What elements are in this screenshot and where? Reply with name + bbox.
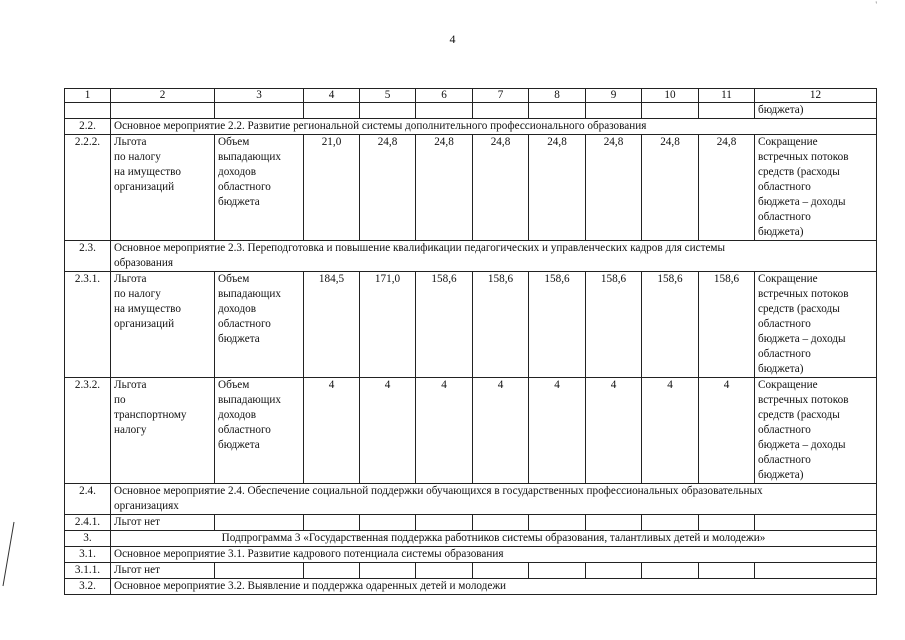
value-cell: 4 <box>642 378 699 484</box>
text-line: организациях <box>114 500 179 512</box>
column-number-row <box>65 89 877 103</box>
column-number: 11 <box>699 89 755 103</box>
text-line: Льгота <box>114 136 147 148</box>
row-number: 2.3. <box>65 241 111 272</box>
text-line: на имущество <box>114 303 181 315</box>
section-title <box>111 241 877 272</box>
value-cell: 158,6 <box>473 272 529 378</box>
carry-over-row <box>65 103 877 119</box>
table-row-2-2-2 <box>65 135 877 241</box>
column-number: 9 <box>586 89 642 103</box>
row-number: 3. <box>65 531 111 547</box>
text-line: Основное мероприятие 2.4. Обеспечение социальной поддержки обучающихся в государственных профессиональных образовательных <box>114 485 763 497</box>
section-row-2-2 <box>65 119 877 135</box>
value-cell: 24,8 <box>473 135 529 241</box>
value-cell: 24,8 <box>360 135 416 241</box>
text-line: областного <box>758 348 811 360</box>
section-title: Основное мероприятие 3.2. Выявление и поддержка одаренных детей и молодежи <box>111 579 877 595</box>
row-number: 2.2.2. <box>65 135 111 241</box>
text-line: на имущество <box>114 166 181 178</box>
benefit-name <box>111 135 215 241</box>
text-line: по налогу <box>114 288 161 300</box>
value-cell: 4 <box>473 378 529 484</box>
benefit-name <box>111 272 215 378</box>
text-line: встречных потоков <box>758 394 849 406</box>
text-line: Льгота <box>114 273 147 285</box>
section-row-2-4 <box>65 484 877 515</box>
column-number: 12 <box>755 89 877 103</box>
text-line: по <box>114 394 126 406</box>
value-cell: 21,0 <box>304 135 360 241</box>
text-line: средств (расходы <box>758 409 840 421</box>
text-line: встречных потоков <box>758 288 849 300</box>
no-benefits-text: Льгот нет <box>111 563 215 579</box>
column-number: 8 <box>529 89 586 103</box>
value-cell: 24,8 <box>586 135 642 241</box>
text-line: областного <box>218 318 271 330</box>
table-row-3-1-1 <box>65 563 877 579</box>
text-line: бюджета – доходы <box>758 439 846 451</box>
text-line: средств (расходы <box>758 166 840 178</box>
column-number: 6 <box>416 89 473 103</box>
column-number: 1 <box>65 89 111 103</box>
value-cell: 158,6 <box>699 272 755 378</box>
text-line: транспортному <box>114 409 187 421</box>
text-line: областного <box>758 318 811 330</box>
value-cell: 158,6 <box>529 272 586 378</box>
value-cell: 184,5 <box>304 272 360 378</box>
section-title <box>111 484 877 515</box>
page-number: 4 <box>449 32 456 46</box>
column-number: 4 <box>304 89 360 103</box>
indicator-name <box>215 272 304 378</box>
text-line: выпадающих <box>218 394 281 406</box>
benefits-table <box>64 88 877 595</box>
text-line: областного <box>218 424 271 436</box>
text-line: областного <box>758 454 811 466</box>
text-line: доходов <box>218 409 257 421</box>
text-line: организаций <box>114 318 175 330</box>
margin-pen-stroke <box>0 520 20 590</box>
text-line: налогу <box>114 424 147 436</box>
subprogram-title: Подпрограмма 3 «Государственная поддержка работников системы образования, талантливых детей и молодежи» <box>111 531 877 547</box>
text-line: Сокращение <box>758 136 818 148</box>
text-line: Сокращение <box>758 273 818 285</box>
text-line: Объем <box>218 136 250 148</box>
table-row-2-3-1 <box>65 272 877 378</box>
value-cell: 158,6 <box>642 272 699 378</box>
corner-mark: ' <box>875 0 877 10</box>
section-row-3-2 <box>65 579 877 595</box>
row-number: 2.4.1. <box>65 515 111 531</box>
column-number: 7 <box>473 89 529 103</box>
row-number: 2.2. <box>65 119 111 135</box>
section-title: Основное мероприятие 3.1. Развитие кадрового потенциала системы образования <box>111 547 877 563</box>
column-number: 3 <box>215 89 304 103</box>
text-line: бюджета – доходы <box>758 333 846 345</box>
column-number: 2 <box>111 89 215 103</box>
text-line: средств (расходы <box>758 303 840 315</box>
table-row-2-3-2 <box>65 378 877 484</box>
text-line: бюджета) <box>758 469 804 481</box>
value-cell: 158,6 <box>416 272 473 378</box>
value-cell: 4 <box>304 378 360 484</box>
text-line: Льгота <box>114 379 147 391</box>
value-cell: 4 <box>699 378 755 484</box>
column-number: 10 <box>642 89 699 103</box>
text-line: бюджета) <box>758 363 804 375</box>
text-line: бюджета <box>218 196 260 208</box>
text-line: выпадающих <box>218 288 281 300</box>
text-line: бюджета) <box>758 226 804 238</box>
value-cell: 4 <box>586 378 642 484</box>
result-text <box>755 272 877 378</box>
row-number: 2.4. <box>65 484 111 515</box>
result-text <box>755 378 877 484</box>
indicator-name <box>215 135 304 241</box>
text-line: выпадающих <box>218 151 281 163</box>
text-line: бюджета <box>218 333 260 345</box>
section-row-3-1 <box>65 547 877 563</box>
value-cell: 158,6 <box>586 272 642 378</box>
value-cell: 24,8 <box>529 135 586 241</box>
text-line: организаций <box>114 181 175 193</box>
text-line: доходов <box>218 303 257 315</box>
text-line: Сокращение <box>758 379 818 391</box>
result-text <box>755 135 877 241</box>
section-row-2-3 <box>65 241 877 272</box>
value-cell: 4 <box>360 378 416 484</box>
column-number: 5 <box>360 89 416 103</box>
carry-over-text: бюджета) <box>755 103 877 119</box>
text-line: образования <box>114 257 174 269</box>
table-row-2-4-1 <box>65 515 877 531</box>
text-line: областного <box>758 211 811 223</box>
text-line: бюджета <box>218 439 260 451</box>
text-line: Основное мероприятие 2.3. Переподготовка и повышение квалификации педагогических и управленческих кадров для системы <box>114 242 726 254</box>
text-line: встречных потоков <box>758 151 849 163</box>
value-cell: 24,8 <box>416 135 473 241</box>
text-line: Объем <box>218 273 250 285</box>
value-cell: 171,0 <box>360 272 416 378</box>
value-cell: 4 <box>529 378 586 484</box>
section-title: Основное мероприятие 2.2. Развитие региональной системы дополнительного профессионального образования <box>111 119 877 135</box>
text-line: областного <box>758 181 811 193</box>
text-line: Объем <box>218 379 250 391</box>
row-number: 3.2. <box>65 579 111 595</box>
indicator-name <box>215 378 304 484</box>
value-cell: 24,8 <box>699 135 755 241</box>
text-line: областного <box>218 181 271 193</box>
row-number: 2.3.2. <box>65 378 111 484</box>
text-line: областного <box>758 424 811 436</box>
subprogram-row-3 <box>65 531 877 547</box>
text-line: по налогу <box>114 151 161 163</box>
row-number: 3.1.1. <box>65 563 111 579</box>
value-cell: 4 <box>416 378 473 484</box>
value-cell: 24,8 <box>642 135 699 241</box>
text-line: бюджета – доходы <box>758 196 846 208</box>
no-benefits-text: Льгот нет <box>111 515 215 531</box>
row-number: 3.1. <box>65 547 111 563</box>
text-line: доходов <box>218 166 257 178</box>
benefit-name <box>111 378 215 484</box>
row-number: 2.3.1. <box>65 272 111 378</box>
